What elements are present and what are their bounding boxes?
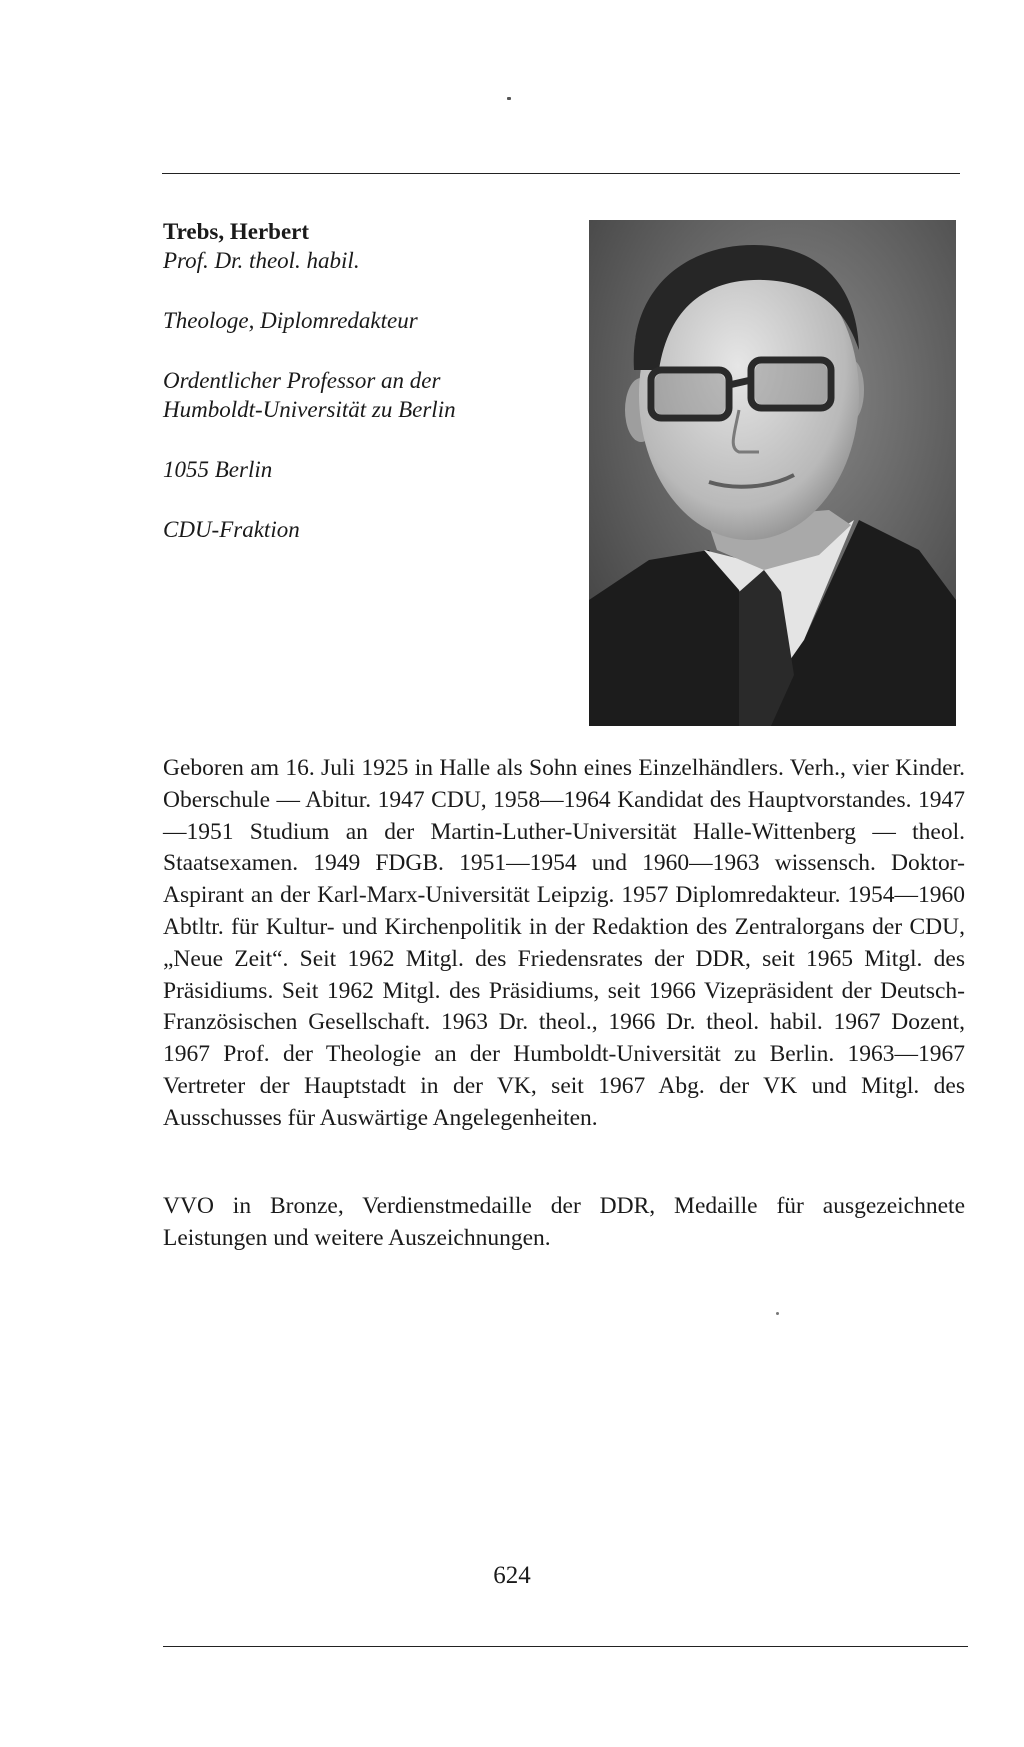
position-line-2: Humboldt-Universität zu Berlin: [163, 397, 456, 422]
awards-text: VVO in Bronze, Verdienstmedaille der DDR, Medaille für ausgezeichnete Leistungen und weitere Auszeichnungen.: [163, 1193, 965, 1251]
position-line-1: Ordentlicher Professor an der: [163, 368, 441, 393]
top-rule: [162, 173, 960, 174]
academic-title: Prof. Dr. theol. habil.: [163, 248, 360, 273]
faction: CDU-Fraktion: [163, 517, 300, 542]
location: 1055 Berlin: [163, 457, 273, 482]
portrait-photo: [589, 220, 956, 726]
entry-header: [163, 217, 563, 544]
biography-text: Geboren am 16. Juli 1925 in Halle als Sohn eines Einzelhändlers. Verh., vier Kinder. Oberschule — Abitur. 1947 CDU, 1958—1964 Kandidat des Hauptvorstandes. 1947—1951 Studium an der Martin-Luther-Universität Halle-Wittenberg — theol. Staatsexamen. 1949 FDGB. 1951—1954 und 1960—1963 wissensch. Doktor-Aspirant an der Karl-Marx-Universität Leipzig. 1957 Diplomredakteur. 1954—1960 Abtltr. für Kultur- und Kirchenpolitik in der Redaktion des Zentralorgans der CDU, „Neue Zeit“. Seit 1962 Mitgl. des Friedensrates der DDR, seit 1965 Mitgl. des Präsidiums. Seit 1962 Mitgl. des Präsidiums, seit 1966 Vizepräsident der Deutsch-Französischen Gesellschaft. 1963 Dr. theol., 1966 Dr. theol. habil. 1967 Dozent, 1967 Prof. der Theologie an der Humboldt-Universität zu Berlin. 1963—1967 Vertreter der Hauptstadt in der VK, seit 1967 Abg. der VK und Mitgl. des Ausschusses für Auswärtige Angelegenheiten.: [163, 755, 965, 1131]
person-name: Trebs, Herbert: [163, 219, 310, 244]
profession: Theologe, Diplomredakteur: [163, 308, 418, 333]
print-speck: [507, 97, 511, 100]
print-speck-2: [776, 1312, 779, 1315]
bottom-rule: [163, 1646, 968, 1647]
page-number: 624: [493, 1562, 531, 1589]
